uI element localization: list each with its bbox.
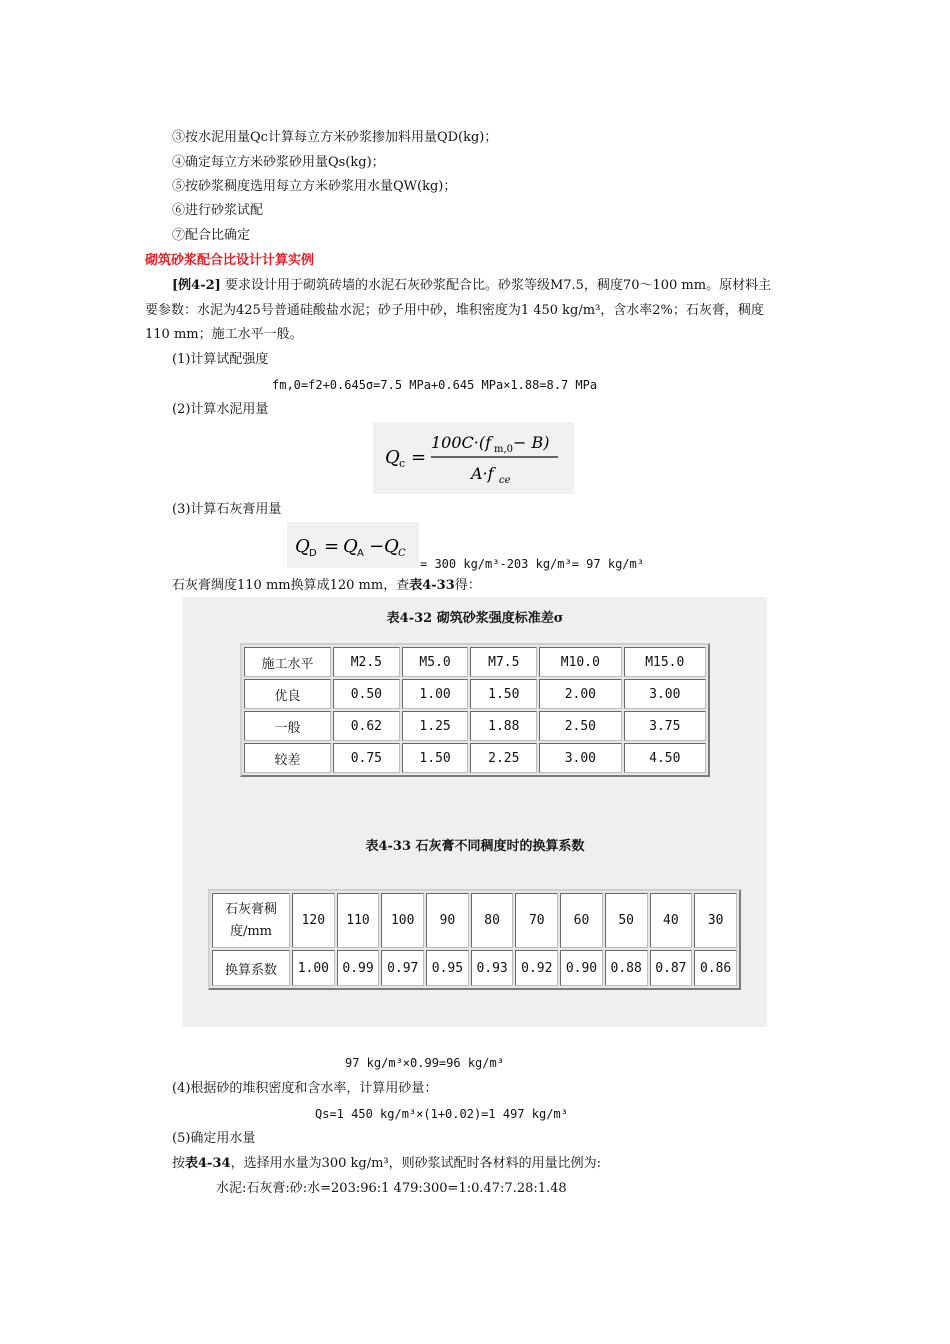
table-cell: 50 xyxy=(605,893,648,948)
water-text-end: ，选择用水量为300 kg/m³，则砂浆试配时各材料的用量比例为: xyxy=(230,1156,602,1171)
example-text-1: 要求设计用于砌筑砖墙的水泥石灰砂浆配合比。砂浆等级M7.5，稠度70～100 mm。原材料主 xyxy=(224,278,772,293)
table-cell: M5.0 xyxy=(402,647,469,677)
table-row xyxy=(212,950,737,986)
table-cell: 1.50 xyxy=(470,679,537,709)
table-cell: 0.92 xyxy=(515,950,558,986)
cement-formula xyxy=(373,422,574,494)
lime-formula-image xyxy=(287,522,419,568)
table-cell: 1.25 xyxy=(402,711,469,741)
step-6: ⑥进行砂浆试配 xyxy=(172,203,264,218)
table-cell: M15.0 xyxy=(624,647,706,677)
table-cell: 2.00 xyxy=(539,679,621,709)
table-cell: 1.00 xyxy=(402,679,469,709)
table-cell: 1.50 xyxy=(402,743,469,773)
table-cell: 石灰膏稠度/mm xyxy=(212,893,290,948)
lime-note-text: 石灰膏绸度110 mm换算成120 mm，查 xyxy=(172,578,410,593)
table-cell: 80 xyxy=(471,893,514,948)
table-cell: 3.75 xyxy=(624,711,706,741)
calc-step-1-formula: fm,0=f2+0.645σ=7.5 MPa+0.645 MPa×1.88=8.7 MPa xyxy=(272,378,598,392)
svg-text:C: C xyxy=(398,548,406,559)
example-tag: [例4-2] xyxy=(172,278,221,293)
svg-text:m,0: m,0 xyxy=(494,444,514,455)
svg-text:=: = xyxy=(324,536,340,557)
svg-text:D: D xyxy=(309,548,317,559)
cement-formula-image xyxy=(373,422,574,494)
table-cell: 3.00 xyxy=(539,743,621,773)
table-row xyxy=(212,893,737,948)
svg-text:=: = xyxy=(411,447,427,468)
svg-text:Q: Q xyxy=(295,536,310,557)
lime-converted-result: 97 kg/m³×0.99=96 kg/m³ xyxy=(345,1056,504,1070)
calc-step-1-title: (1)计算试配强度 xyxy=(172,352,269,367)
table-cell: 0.62 xyxy=(333,711,400,741)
example-line-1 xyxy=(172,276,771,296)
table-cell: 优良 xyxy=(244,679,331,709)
calc-step-5-title: (5)确定用水量 xyxy=(172,1131,256,1146)
table-4-32-caption: 表4-32 砌筑砂浆强度标准差σ xyxy=(386,611,564,626)
table-row xyxy=(244,679,706,709)
step-3: ③按水泥用量Qc计算每立方米砂浆掺加料用量QD(kg)； xyxy=(172,130,498,145)
step-5: ⑤按砂浆稠度选用每立方米砂浆用水量QW(kg)； xyxy=(172,179,457,194)
table-cell: 0.99 xyxy=(337,950,380,986)
lime-note-end: 得： xyxy=(454,578,481,593)
step-7: ⑦配合比确定 xyxy=(172,228,251,243)
table-4-33 xyxy=(208,889,741,990)
table-cell: 施工水平 xyxy=(244,647,331,677)
lime-formula xyxy=(287,522,419,568)
table-row xyxy=(244,647,706,677)
lime-note xyxy=(172,576,481,596)
calc-step-3-title: (3)计算石灰膏用量 xyxy=(172,502,282,517)
table-4-33-caption: 表4-33 石灰膏不同稠度时的换算系数 xyxy=(365,839,585,854)
example-line-3: 110 mm；施工水平一般。 xyxy=(145,327,303,342)
svg-text:−: − xyxy=(369,536,385,557)
svg-text:− B): − B) xyxy=(513,433,550,452)
section-heading: 砌筑砂浆配合比设计计算实例 xyxy=(145,253,315,268)
calc-step-4-title: (4)根据砂的堆积密度和含水率，计算用砂量： xyxy=(172,1081,438,1096)
table-cell: 1.00 xyxy=(292,950,335,986)
table-cell: 4.50 xyxy=(624,743,706,773)
table-cell: 60 xyxy=(560,893,603,948)
table-cell: 0.50 xyxy=(333,679,400,709)
svg-text:Q: Q xyxy=(384,536,399,557)
table-cell: 0.90 xyxy=(560,950,603,986)
table-4-32 xyxy=(240,643,710,777)
table-cell: 40 xyxy=(650,893,693,948)
table-cell: 2.50 xyxy=(539,711,621,741)
table-cell: 0.86 xyxy=(694,950,737,986)
example-line-2: 要参数：水泥为425号普通硅酸盐水泥；砂子用中砂，堆积密度为1 450 kg/m³，含水率2%；石灰膏，稠度 xyxy=(145,303,764,318)
table-cell: 换算系数 xyxy=(212,950,290,986)
table-cell: M7.5 xyxy=(470,647,537,677)
table-row xyxy=(244,711,706,741)
table-cell: 110 xyxy=(337,893,380,948)
table-cell: 较差 xyxy=(244,743,331,773)
svg-text:ce: ce xyxy=(499,475,511,486)
lime-result: = 300 kg/m³-203 kg/m³= 97 kg/m³ xyxy=(420,557,644,571)
table-4-34-ref[interactable]: 表4-34 xyxy=(185,1156,231,1171)
tables-panel xyxy=(183,597,767,1027)
table-cell: 0.97 xyxy=(381,950,424,986)
step-4: ④确定每立方米砂浆砂用量Qs(kg)； xyxy=(172,155,385,170)
table-cell: 0.93 xyxy=(471,950,514,986)
svg-text:A·f: A·f xyxy=(471,464,494,483)
table-cell: 30 xyxy=(694,893,737,948)
table-cell: 100 xyxy=(381,893,424,948)
table-cell: M10.0 xyxy=(539,647,621,677)
svg-text:c: c xyxy=(399,457,406,470)
table-cell: 0.87 xyxy=(650,950,693,986)
table-4-33-ref[interactable]: 表4-33 xyxy=(409,578,455,593)
mix-ratio: 水泥:石灰膏:砂:水=203:96:1 479:300=1:0.47:7.28:1.48 xyxy=(216,1181,567,1196)
table-cell: 90 xyxy=(426,893,469,948)
table-row xyxy=(244,743,706,773)
svg-text:100C·(f: 100C·(f xyxy=(431,433,492,452)
svg-text:Q: Q xyxy=(343,536,358,557)
table-cell: M2.5 xyxy=(333,647,400,677)
svg-text:A: A xyxy=(357,548,364,559)
svg-text:Q: Q xyxy=(385,447,400,468)
table-cell: 70 xyxy=(515,893,558,948)
table-cell: 一般 xyxy=(244,711,331,741)
table-cell: 2.25 xyxy=(470,743,537,773)
table-cell: 3.00 xyxy=(624,679,706,709)
calc-step-4-formula: Qs=1 450 kg/m³×(1+0.02)=1 497 kg/m³ xyxy=(315,1107,568,1121)
table-cell: 0.95 xyxy=(426,950,469,986)
calc-step-2-title: (2)计算水泥用量 xyxy=(172,402,269,417)
water-text-start: 按 xyxy=(172,1156,186,1171)
table-cell: 120 xyxy=(292,893,335,948)
water-selection xyxy=(172,1154,601,1174)
table-cell: 0.75 xyxy=(333,743,400,773)
table-cell: 1.88 xyxy=(470,711,537,741)
table-cell: 0.88 xyxy=(605,950,648,986)
